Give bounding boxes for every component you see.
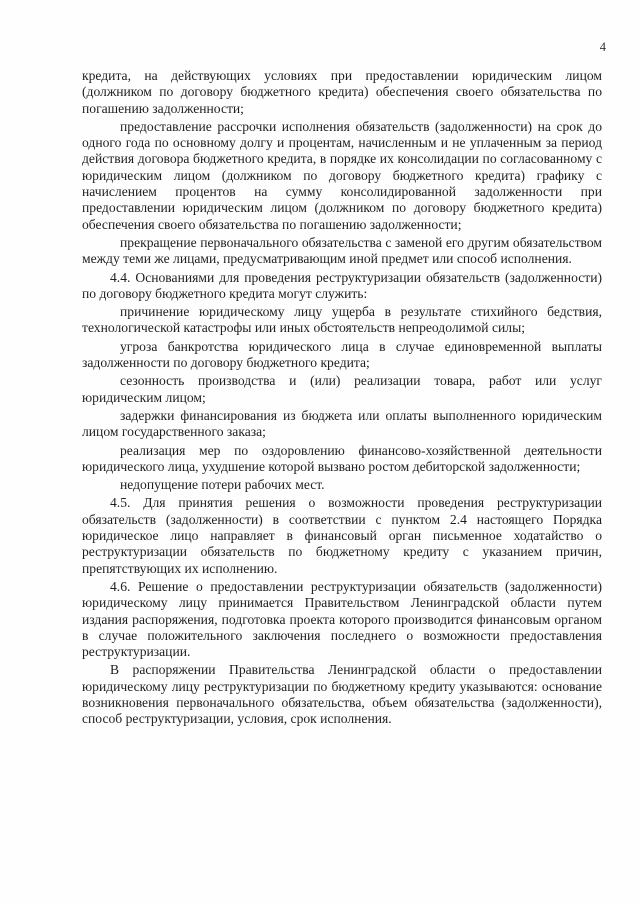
paragraph-installment: предоставление рассрочки исполнения обязательств (задолженности) на срок до одного года по основному долгу и процентам, начисленным и не уплаченным за период действия договора бюджетного кредита, в порядке их консолидации по согласованному с юридическим лицом (должником по договору бюджетного кредита) графику с начислением процентов на сумму консолидированной задолженности при предоставлении юридическим лицом (должником по договору бюджетного кредита) обеспечения своего обязательства по погашению задолженности; [82, 118, 602, 232]
paragraph-order-contents: В распоряжении Правительства Ленинградской области о предоставлении юридическому лицу реструктуризации по бюджетному кредиту указываются: основание возникновения первоначального обязательства, объем обязательства (задолженности), способ реструктуризации, условия, срок исполнения. [82, 662, 602, 727]
document-body [82, 68, 602, 730]
page-number: 4 [599, 40, 606, 54]
paragraph-recovery: реализация мер по оздоровлению финансово-хозяйственной деятельности юридического лица, ухудшение которой вызвано ростом дебиторской задолженности; [82, 442, 602, 474]
paragraph-4-4: 4.4. Основаниями для проведения реструктуризации обязательств (задолженности) по договору бюджетного кредита могут служить: [82, 269, 602, 301]
paragraph-funding-delays: задержки финансирования из бюджета или оплаты выполненного юридическим лицом государственного заказа; [82, 407, 602, 440]
paragraph-seasonality: сезонность производства и (или) реализации товара, работ или услуг юридическим лицом; [82, 373, 602, 405]
paragraph-bankruptcy: угроза банкротства юридического лица в случае единовременной выплаты задолженности по договору бюджетного кредита; [82, 338, 602, 371]
paragraph-termination: прекращение первоначального обязательства с заменой его другим обязательством между теми же лицами, предусматривающим иной предмет или способ исполнения. [82, 234, 602, 267]
paragraph-4-6: 4.6. Решение о предоставлении реструктуризации обязательств (задолженности) юридическому лицу принимается Правительством Ленинградской области путем издания распоряжения, подготовка проекта которого производится финансовым органом в случае положительного заключения последнего о возможности предоставления реструктуризации. [82, 578, 602, 660]
paragraph-jobs: недопущение потери рабочих мест. [120, 477, 325, 493]
paragraph-4-5: 4.5. Для принятия решения о возможности проведения реструктуризации обязательств (задолженности) в соответствии с пунктом 2.4 настоящего Порядка юридическое лицо направляет в финансовый орган письменное ходатайство о реструктуризации обязательств по бюджетному кредиту с указанием причин, препятствующих их исполнению. [82, 495, 602, 576]
paragraph-damage: причинение юридическому лицу ущерба в результате стихийного бедствия, технологической катастрофы или иных обстоятельств непреодолимой силы; [82, 304, 602, 336]
paragraph-credit-continuation: кредита, на действующих условиях при предоставлении юридическим лицом (должником по договору бюджетного кредита) обеспечения своего обязательства по погашению задолженности; [82, 68, 602, 116]
